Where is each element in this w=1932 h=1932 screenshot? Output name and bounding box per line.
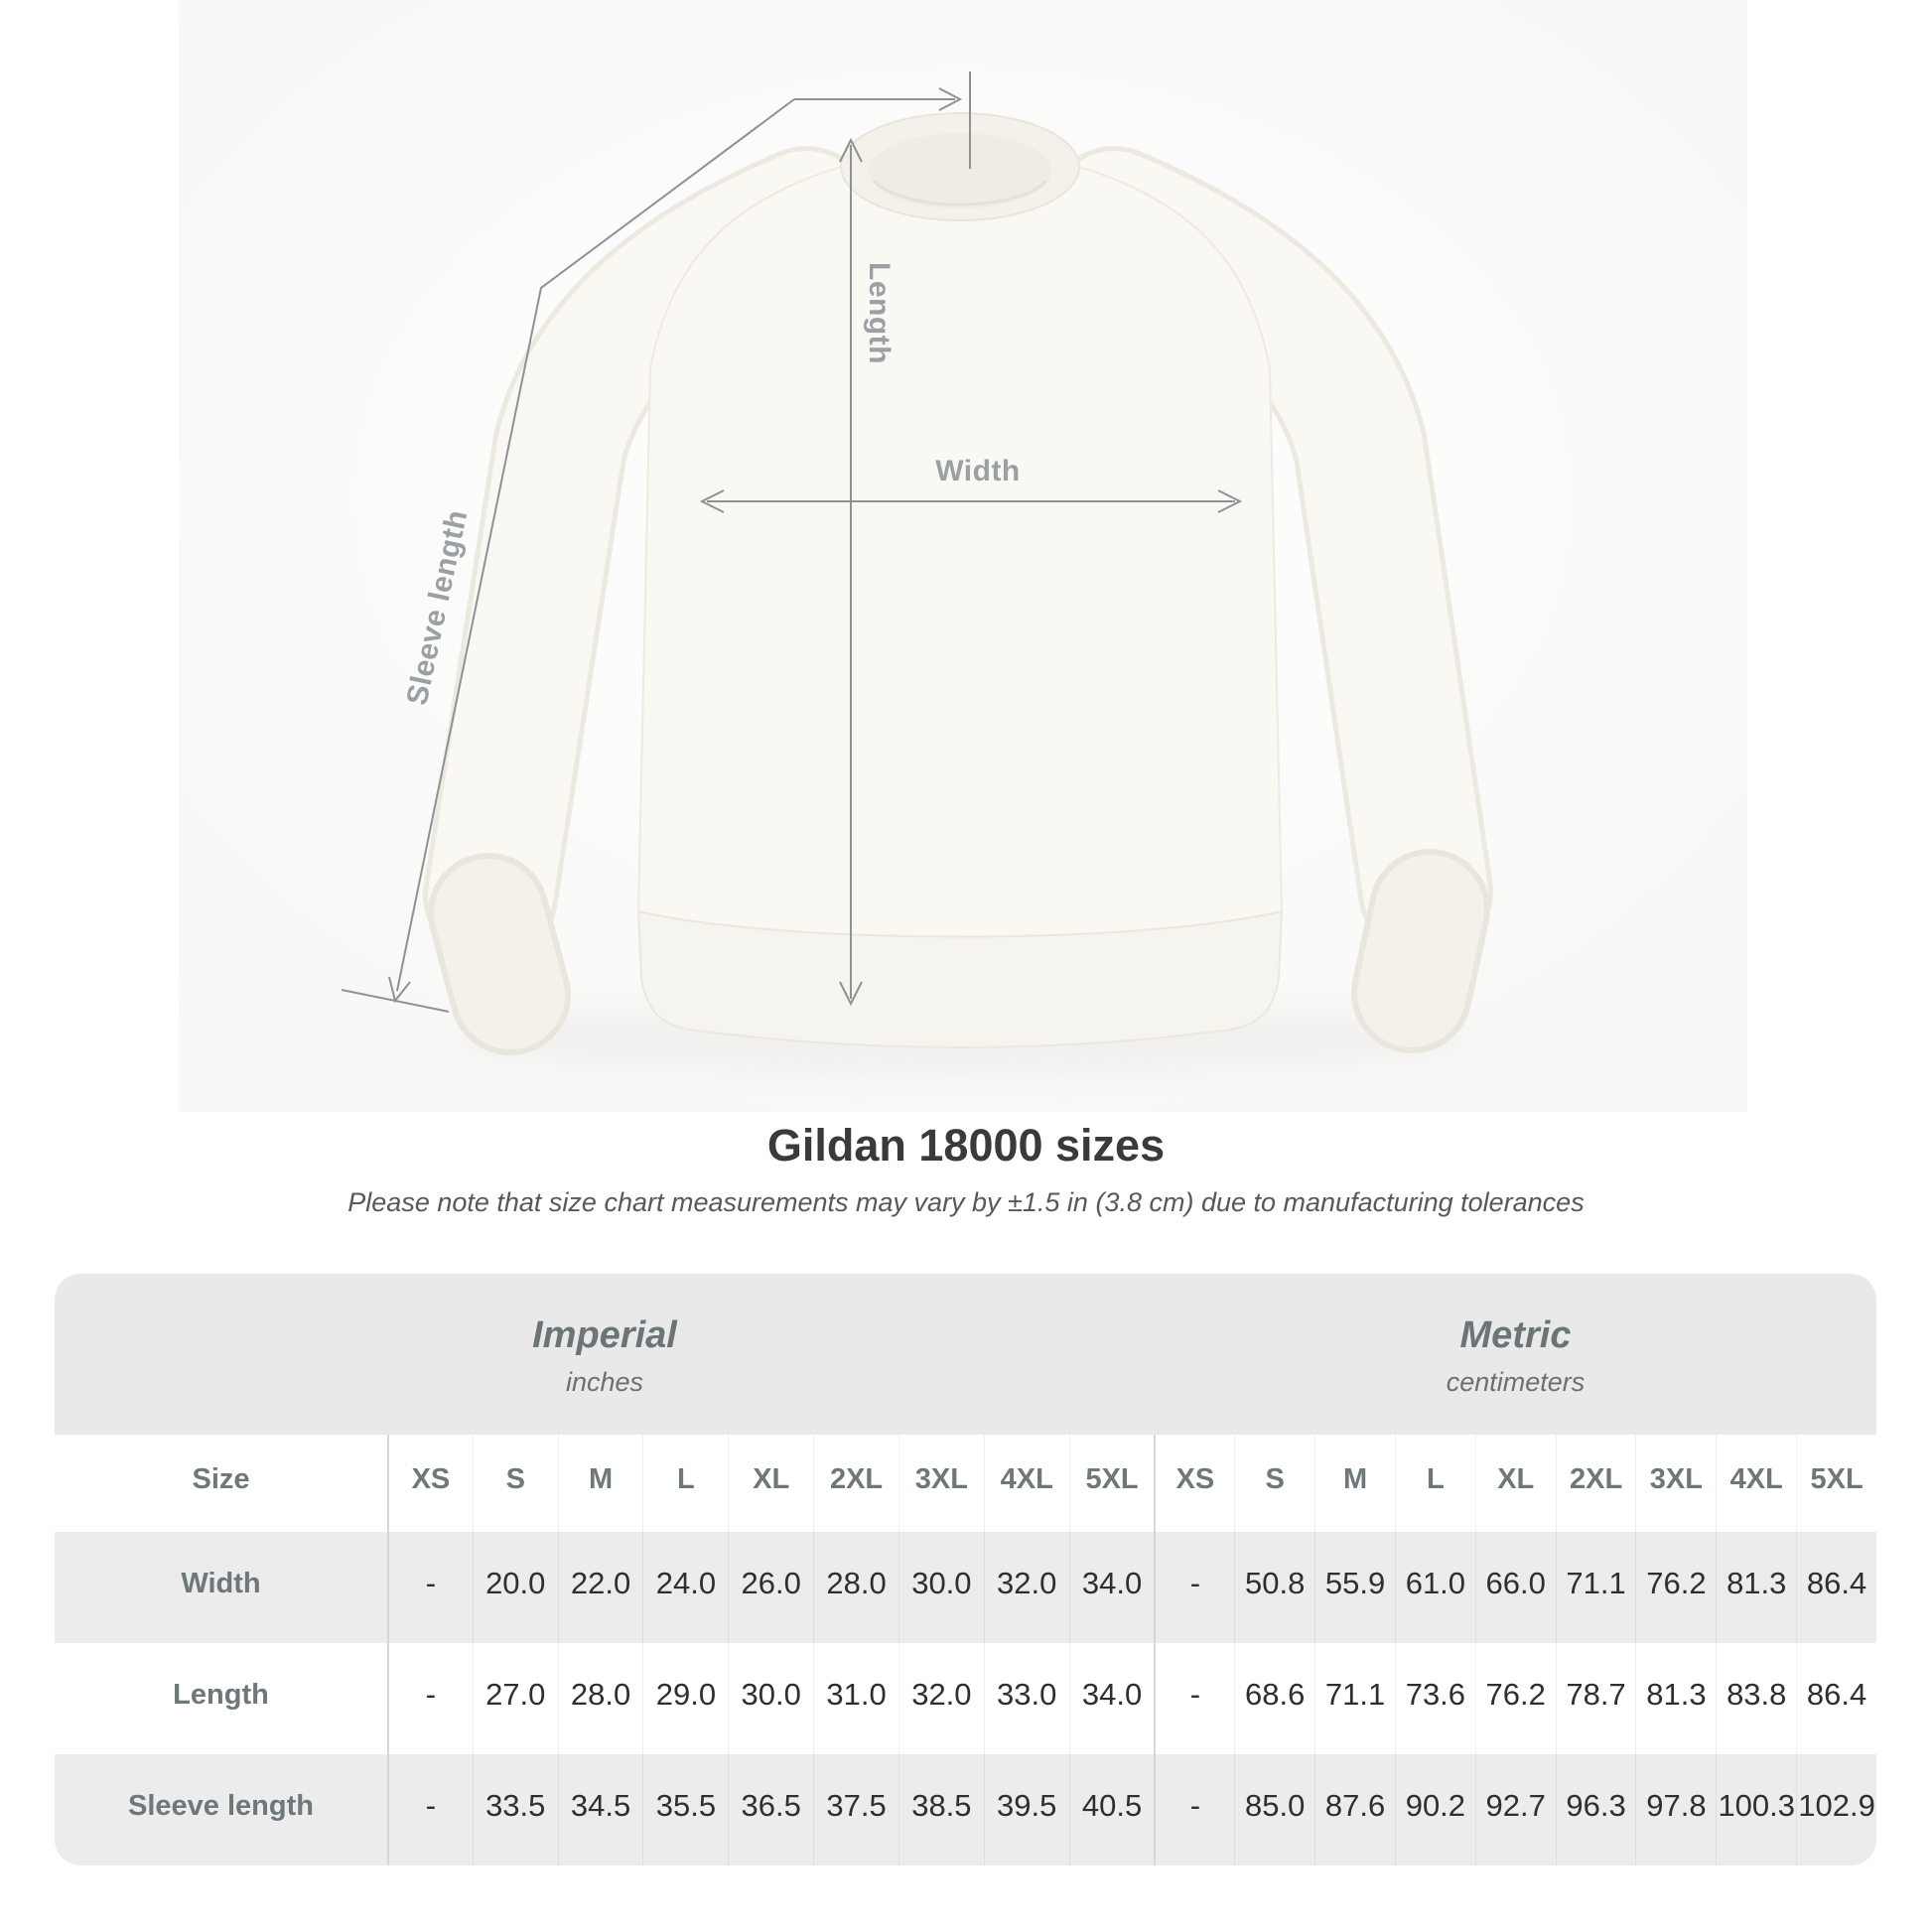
measurement-cell: 50.8 xyxy=(1234,1532,1314,1643)
size-col-header-imperial-l: L xyxy=(642,1435,728,1532)
measurement-cell: 73.6 xyxy=(1395,1643,1475,1754)
measurement-cell: 31.0 xyxy=(813,1643,898,1754)
measurement-cell: - xyxy=(387,1754,473,1865)
measurement-cell: 92.7 xyxy=(1475,1754,1556,1865)
measurement-cell: 71.1 xyxy=(1314,1643,1395,1754)
row-label: Width xyxy=(181,1567,261,1599)
measurement-cell: 34.5 xyxy=(558,1754,643,1865)
measurement-cell: 34.0 xyxy=(1069,1532,1155,1643)
metric-unit: centimeters xyxy=(1446,1367,1586,1397)
measurement-cell: 68.6 xyxy=(1234,1643,1314,1754)
measurement-cell: 76.2 xyxy=(1635,1532,1716,1643)
measurement-cell: - xyxy=(1154,1643,1234,1754)
sweatshirt-body xyxy=(638,149,1282,937)
size-col-header-imperial-5xl: 5XL xyxy=(1069,1435,1155,1532)
measurement-cell: 29.0 xyxy=(642,1643,728,1754)
measurement-cell: 27.0 xyxy=(473,1643,558,1754)
measurement-cell: 26.0 xyxy=(728,1532,813,1643)
size-col-header-imperial-2xl: 2XL xyxy=(813,1435,898,1532)
imperial-unit: inches xyxy=(565,1367,644,1397)
measurement-cell: 38.5 xyxy=(898,1754,984,1865)
size-col-header-imperial-3xl: 3XL xyxy=(898,1435,984,1532)
measurement-cell: 30.0 xyxy=(728,1643,813,1754)
measurement-cell: 32.0 xyxy=(984,1532,1069,1643)
measurement-cell: - xyxy=(1154,1754,1234,1865)
imperial-group-header xyxy=(55,1274,1155,1435)
measurement-cell: 22.0 xyxy=(558,1532,643,1643)
tolerance-note: Please note that size chart measurements may vary by ±1.5 in (3.8 cm) due to manufacturing tolerances xyxy=(347,1187,1585,1217)
measurement-cell: 34.0 xyxy=(1069,1643,1155,1754)
row-label: Sleeve length xyxy=(128,1789,314,1822)
measurement-cell: 66.0 xyxy=(1475,1532,1556,1643)
measurement-cell: 102.9 xyxy=(1796,1754,1876,1865)
row-label: Length xyxy=(173,1678,269,1711)
measurement-cell: 85.0 xyxy=(1234,1754,1314,1865)
length-label: Length xyxy=(863,262,896,364)
size-col-header-metric-xl: XL xyxy=(1475,1435,1556,1532)
sleeve-length-label: Sleeve length xyxy=(400,506,475,709)
size-col-header-imperial-xl: XL xyxy=(728,1435,813,1532)
measurement-cell: 30.0 xyxy=(898,1532,984,1643)
measurement-cell: 28.0 xyxy=(558,1643,643,1754)
measurement-cell: - xyxy=(387,1643,473,1754)
heading-block xyxy=(0,1120,1932,1218)
measurement-cell: 61.0 xyxy=(1395,1532,1475,1643)
measurement-cell: 37.5 xyxy=(813,1754,898,1865)
measurement-cell: 90.2 xyxy=(1395,1754,1475,1865)
size-col-header-metric-m: M xyxy=(1314,1435,1395,1532)
table-row-length xyxy=(55,1643,1876,1754)
size-col-header-imperial-xs: XS xyxy=(387,1435,473,1532)
size-col-header-metric-2xl: 2XL xyxy=(1556,1435,1636,1532)
measurement-cell: 81.3 xyxy=(1716,1532,1796,1643)
table-body xyxy=(55,1532,1876,1865)
measurement-cell: - xyxy=(387,1532,473,1643)
measurement-cell: 86.4 xyxy=(1796,1532,1876,1643)
measurement-cell: 33.5 xyxy=(473,1754,558,1865)
measurement-cell: 78.7 xyxy=(1556,1643,1636,1754)
metric-group-header xyxy=(1155,1274,1876,1435)
measurement-cell: 28.0 xyxy=(813,1532,898,1643)
size-table xyxy=(55,1274,1876,1865)
measurement-cell: 71.1 xyxy=(1556,1532,1636,1643)
measurement-cell: 40.5 xyxy=(1069,1754,1155,1865)
measurement-cell: 76.2 xyxy=(1475,1643,1556,1754)
table-header-row xyxy=(55,1435,1876,1532)
metric-title: Metric xyxy=(1459,1314,1572,1356)
size-col-header-metric-s: S xyxy=(1234,1435,1314,1532)
measurement-cell: 96.3 xyxy=(1556,1754,1636,1865)
measurement-cell: 87.6 xyxy=(1314,1754,1395,1865)
size-col-header-imperial-m: M xyxy=(558,1435,643,1532)
table-row-sleeve-length xyxy=(55,1754,1876,1865)
imperial-title: Imperial xyxy=(532,1314,677,1356)
measurement-cell: 33.0 xyxy=(984,1643,1069,1754)
measurement-cell: 36.5 xyxy=(728,1754,813,1865)
measurement-cell: 86.4 xyxy=(1796,1643,1876,1754)
measurement-cell: 83.8 xyxy=(1716,1643,1796,1754)
size-col-header-metric-4xl: 4XL xyxy=(1716,1435,1796,1532)
measurement-cell: 24.0 xyxy=(642,1532,728,1643)
width-label: Width xyxy=(935,455,1021,487)
size-col-header-metric-l: L xyxy=(1395,1435,1475,1532)
table-row-width xyxy=(55,1532,1876,1643)
size-header: Size xyxy=(192,1462,250,1495)
measurement-cell: 20.0 xyxy=(473,1532,558,1643)
size-col-header-imperial-4xl: 4XL xyxy=(984,1435,1069,1532)
size-col-header-imperial-s: S xyxy=(473,1435,558,1532)
measurement-cell: 35.5 xyxy=(642,1754,728,1865)
page-title: Gildan 18000 sizes xyxy=(766,1120,1166,1171)
size-col-header-metric-5xl: 5XL xyxy=(1796,1435,1876,1532)
measurement-cell: 97.8 xyxy=(1635,1754,1716,1865)
measurement-cell: - xyxy=(1154,1532,1234,1643)
units-band xyxy=(55,1274,1876,1435)
measurement-cell: 81.3 xyxy=(1635,1643,1716,1754)
collar xyxy=(841,113,1079,220)
size-col-header-metric-xs: XS xyxy=(1154,1435,1234,1532)
measurement-cell: 39.5 xyxy=(984,1754,1069,1865)
size-col-header-metric-3xl: 3XL xyxy=(1635,1435,1716,1532)
measurement-cell: 100.3 xyxy=(1716,1754,1796,1865)
measurement-cell: 32.0 xyxy=(898,1643,984,1754)
measurement-cell: 55.9 xyxy=(1314,1532,1395,1643)
